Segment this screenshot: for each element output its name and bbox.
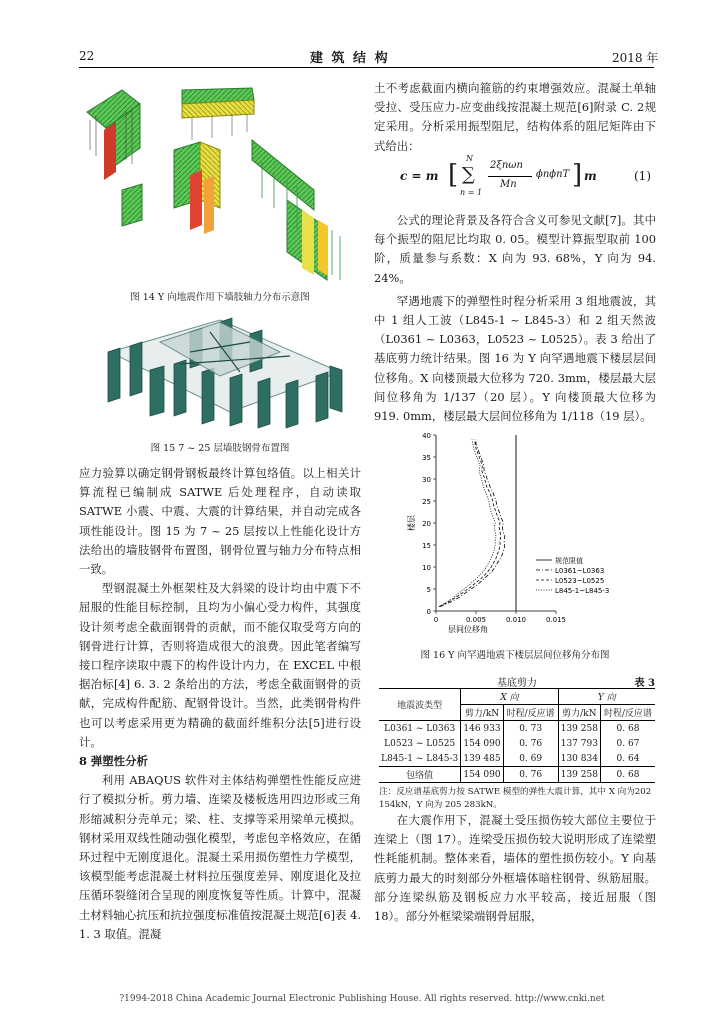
table3-col-x: X 向 (461, 689, 558, 705)
table-row (379, 736, 655, 751)
equation-1 (400, 154, 655, 200)
table-cell: 139 258 (558, 767, 600, 783)
table-row (379, 751, 655, 767)
table3-x-shear: 剪力/kN (461, 705, 503, 721)
table-cell: 0. 67 (601, 736, 656, 751)
table-cell: 139 258 (558, 721, 600, 737)
eq-bracket-right: ] (572, 160, 583, 190)
eq-sum-top: N (466, 154, 473, 163)
eq-denominator: Mn (500, 179, 517, 190)
y-tick-label: 30 (422, 476, 431, 484)
table-row (379, 767, 655, 783)
right-column-top (374, 79, 656, 156)
section-8-title: 8 弹塑性分析 (79, 754, 148, 769)
table-cell: 包络值 (406, 771, 434, 781)
eq-fraction-bar (488, 176, 532, 177)
fig16-axes (406, 432, 566, 634)
fig15-image (90, 312, 352, 432)
table3-label: 表 3 (634, 678, 655, 689)
table3-title: 基底剪力 (497, 678, 537, 689)
right-paragraph-4: 在大震作用下，混凝土受压损伤较大部位主要位于连梁上（图 17）。连梁受压损伤较大说明形成了连梁塑性耗能机制。整体来看，墙体的塑性损伤较小。Y 向基底剪力最大的时刻部分外框墙体暗柱钢骨、纵筋屈服。部分连梁纵筋及钢板应力水平较高，接近屈服（图 18）。部分外框梁梁端钢骨屈服， (374, 813, 656, 924)
right-paragraph-2: 公式的理论背景及各符合含义可参见文献[7]。其中每个振型的阻尼比均取 0. 05。模型计算振型取前 100 阶，质量参与系数：X 向为 93. 68%，Y 向为 94. 24%。 (374, 213, 656, 285)
eq-sigma: ∑ (462, 164, 475, 185)
page-number: 22 (79, 49, 95, 63)
left-paragraph-3: 利用 ABAQUS 软件对主体结构弹塑性性能反应进行了模拟分析。剪力墙、连梁及楼板选用四边形或三角形缩减积分壳单元；梁、柱、支撑等采用梁单元模拟。钢材采用双线性随动强化模型，考虑包辛格效应，在循环过程中无刚度退化。混凝土采用损伤塑性力学模型，该模型能考虑混凝土材料拉压强度差异、刚度退化及拉压循环裂缝闭合呈现的刚度恢复等性质。计算中，混凝土材料轴心抗压和抗拉强度标准值按混凝土规范[6]表 4. 1. 3 取值。混凝 (79, 773, 361, 941)
legend-label: 规范限值 (555, 557, 583, 565)
table-cell: L0523 ~ L0525 (384, 738, 456, 749)
table-cell: 130 834 (558, 751, 600, 767)
left-paragraph-1: 应力验算以确定钢骨钢板最终计算包络值。以上相关计算流程已编制成 SATWE 后处理程序，自动读取 SATWE 小震、中震、大震的计算结果，并自动完成各项性能设计。图 15 为 7 ~ 25 层按以上性能化设计方法给出的墙肢钢骨布置图，钢骨位置与轴力分布特点相一致。 (79, 466, 361, 577)
x-tick-label: 0.015 (545, 616, 567, 624)
table3-col-wave: 地震波类型 (379, 689, 461, 721)
table-cell: 154 090 (461, 767, 503, 783)
fig15-caption: 图 15 7 ~ 25 层墙肢钢骨布置图 (150, 443, 290, 454)
right-column-middle (374, 211, 656, 426)
legend-label: L0523~L0525 (555, 577, 605, 585)
table3 (379, 674, 655, 812)
y-tick-label: 10 (422, 564, 431, 572)
footer-copyright: ?1994-2018 China Academic Journal Electronic Publishing House. All rights reserved. http://www.cnki.net (119, 994, 605, 1004)
table-cell: L845-1 ~ L845-3 (381, 753, 459, 764)
table3-x-ratio: 时程/反应谱 (503, 705, 558, 721)
y-tick-label: 20 (422, 520, 431, 528)
table-cell: 0. 73 (503, 721, 558, 737)
y-axis-label: 楼层 (407, 515, 416, 531)
series-line-2 (439, 439, 501, 606)
y-tick-label: 35 (422, 454, 431, 462)
left-column (79, 464, 361, 944)
right-column-bottom (374, 811, 656, 926)
journal-year: 2018 年 (612, 51, 659, 65)
eq-lhs: c = m (400, 169, 439, 183)
table-cell: 154 090 (461, 736, 503, 751)
series-line-3 (439, 439, 496, 606)
table-cell: L0361 ~ L0363 (384, 723, 456, 734)
x-tick-label: 0.010 (505, 616, 527, 624)
table-cell: 146 933 (461, 721, 503, 737)
x-tick-label: 0 (433, 616, 439, 624)
table3-col-y: Y 向 (558, 689, 655, 705)
table3-note: 注：反应谱基底剪力按 SATWE 模型的弹性大震计算，其中 X 向为202 154kN，Y 向为 205 283kN。 (379, 787, 652, 810)
eq-rhs: m (584, 169, 597, 183)
header-rule (79, 67, 654, 68)
y-tick-label: 15 (422, 542, 431, 550)
eq-sum-bottom: n = 1 (460, 188, 483, 197)
legend-label: L845-1~L845-3 (555, 587, 610, 595)
table-row (379, 721, 655, 737)
y-tick-label: 0 (426, 608, 431, 616)
x-tick-label: 0.005 (465, 616, 487, 624)
journal-title: 建 筑 结 构 (310, 51, 390, 66)
fig16-legend (532, 554, 628, 598)
fig16-caption: 图 16 Y 向罕遇地震下楼层层间位移角分布图 (420, 650, 610, 661)
table3-y-shear: 剪力/kN (558, 705, 600, 721)
table-cell: 139 485 (461, 751, 503, 767)
fig16-series (439, 435, 516, 611)
table3-body (379, 721, 655, 783)
table-cell: 0. 76 (503, 767, 558, 783)
legend-label: L0361~L0363 (555, 567, 605, 575)
eq-numerator: 2ξnωn (490, 160, 523, 171)
x-axis-label: 层间位移角 (448, 625, 488, 634)
right-paragraph-3: 罕遇地震下的弹塑性时程分析采用 3 组地震波，其中 1 组人工波（L845-1 ~ L845-3）和 2 组天然波（L0361 ~ L0363，L0523 ~ L0525）。表 3 给出了基底剪力统计结果。图 16 为 Y 向罕遇地震下楼层层间位移角。X 向楼顶最大位移为 720. 3mm，楼层最大层间位移角为 1/137（20 层）。Y 向楼顶最大位移为 919. 0mm，楼层最大层间位移角为 1/118（19 层）。 (374, 293, 656, 424)
eq-number: (1) (634, 169, 651, 183)
fig14-caption: 图 14 Y 向地震作用下墙肢轴力分布示意图 (130, 292, 310, 303)
left-paragraph-2: 型钢混凝土外框架柱及大斜梁的设计均由中震下不屈服的性能目标控制，且均为小偏心受力构件，其强度设计须考虑全截面钢骨的贡献，而不能仅取受弯方向的钢骨进行计算，否则将造成很大的浪费。因此笔者编写接口程序读取中震下的构件设计内力，在 EXCEL 中根据冶标[4] 6. 3. 2 条给出的方法，考虑全截面钢骨的贡献，完成构件配筋、配钢骨设计。当然，此类钢骨构件也可以考虑采用更为精确的截面纤维积分法[5]进行设计。 (79, 581, 361, 749)
y-tick-label: 40 (422, 432, 431, 440)
eq-tail: ϕnϕnT (536, 169, 570, 180)
table-cell: 0. 68 (601, 767, 656, 783)
table-cell: 0. 69 (503, 751, 558, 767)
y-tick-label: 25 (422, 498, 431, 506)
right-paragraph-1: 土不考虑截面内横向箍筋的约束增强效应。混凝土单轴受拉、受压应力-应变曲线按混凝土规范[6]附录 C. 2规定采用。分析采用振型阻尼，结构体系的阻尼矩阵由下式给出： (374, 81, 656, 153)
table-cell: 0. 68 (601, 721, 656, 737)
table3-y-ratio: 时程/反应谱 (601, 705, 656, 721)
table-cell: 0. 76 (503, 736, 558, 751)
fig16-chart (404, 425, 634, 635)
table-cell: 137 793 (558, 736, 600, 751)
y-tick-label: 5 (426, 586, 431, 594)
table3-grid (379, 688, 655, 783)
table-cell: 0. 64 (601, 751, 656, 767)
fig14-image (82, 80, 358, 285)
eq-bracket-left: [ (448, 160, 459, 190)
